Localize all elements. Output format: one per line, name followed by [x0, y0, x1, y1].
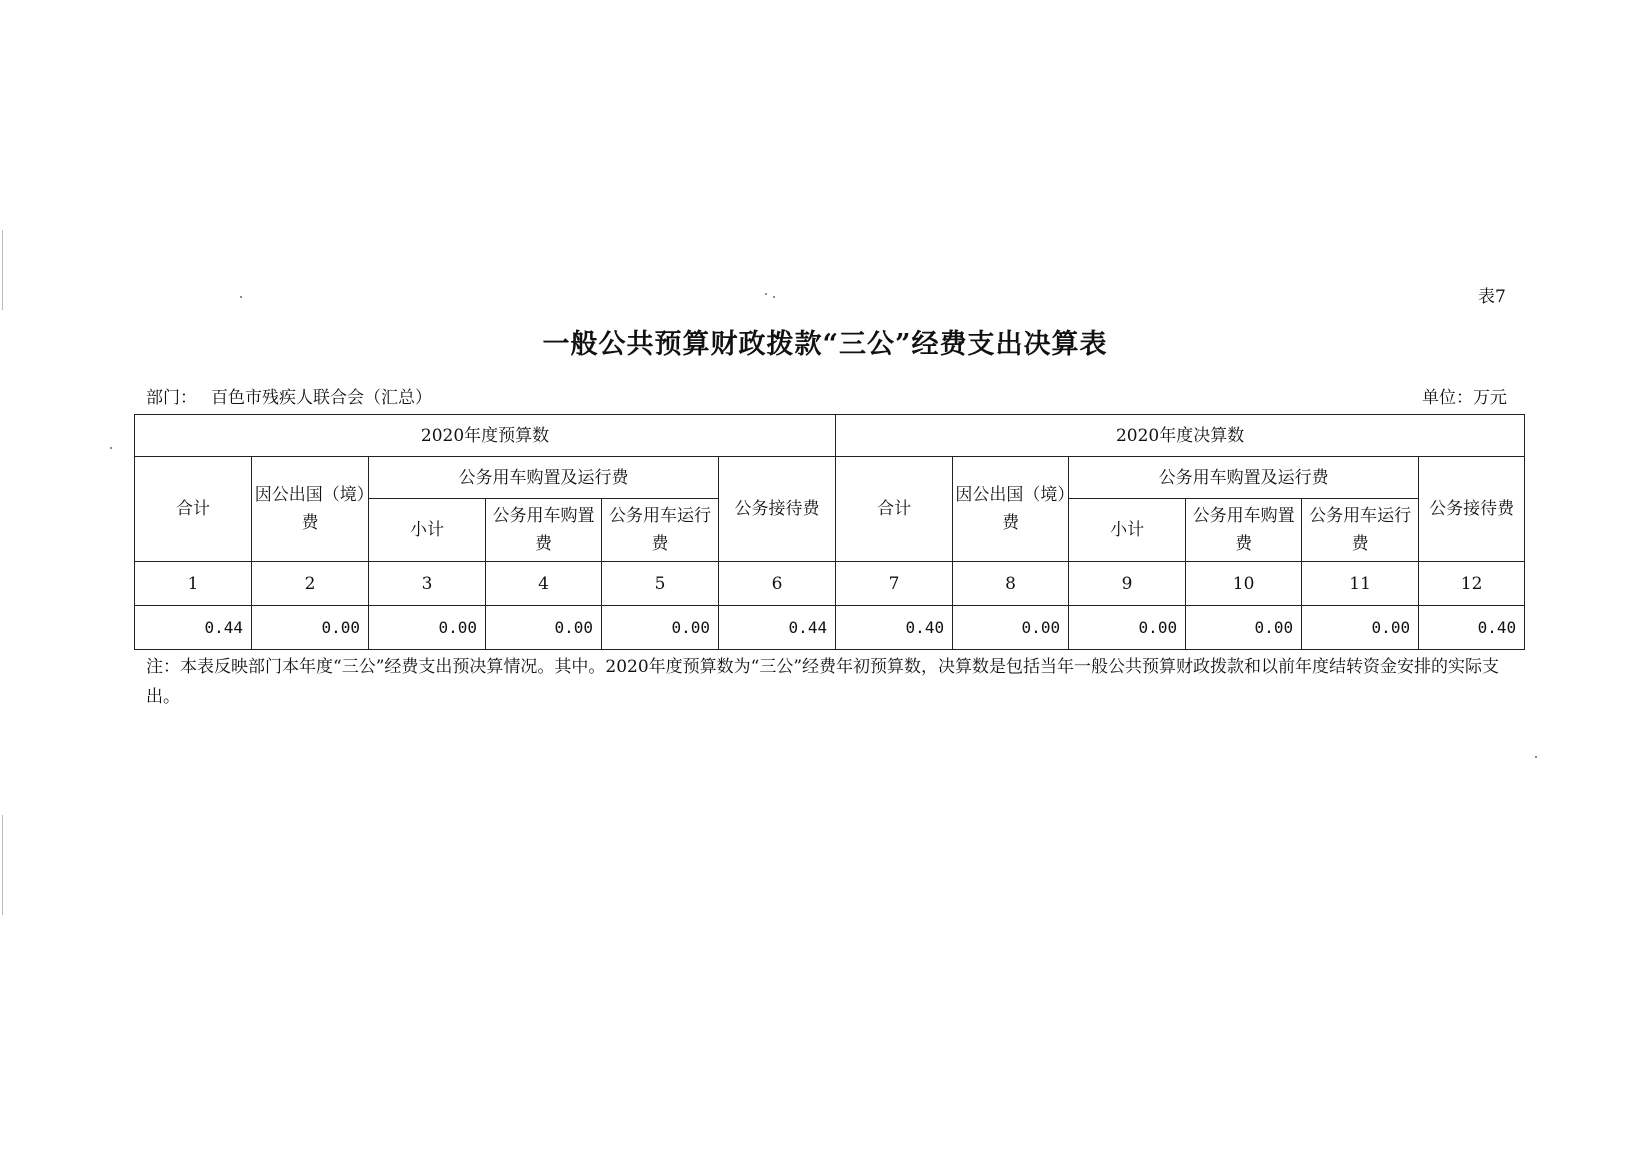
column-index: 3 [369, 562, 486, 606]
index-row [135, 562, 1525, 606]
final-group-header: 2020年度决算数 [836, 415, 1525, 457]
value-cell: 0.40 [1419, 606, 1525, 650]
column-index: 7 [836, 562, 953, 606]
column-index: 10 [1186, 562, 1302, 606]
header-budget-vehicle-purchase: 公务用车购置费 [486, 499, 602, 562]
header-final-total: 合计 [836, 457, 953, 562]
header-final-vehicle: 公务用车购置及运行费 [1069, 457, 1419, 499]
department-label: 部门： [146, 388, 197, 408]
table-note: 注：本表反映部门本年度“三公”经费支出预决算情况。其中。2020年度预算数为“三公”经费年初预算数，决算数是包括当年一般公共预算财政拨款和以前年度结转资金安排的实际支出。 [146, 657, 1500, 707]
value-cell: 0.00 [486, 606, 602, 650]
value-cell: 0.40 [836, 606, 953, 650]
value-cell: 0.00 [369, 606, 486, 650]
value-cell: 0.00 [602, 606, 719, 650]
document-title: 一般公共预算财政拨款“三公”经费支出决算表 [542, 329, 1108, 360]
budget-group-header: 2020年度预算数 [135, 415, 836, 457]
header-budget-subtotal: 小计 [369, 499, 486, 562]
scan-speck [773, 296, 775, 298]
header-final-reception: 公务接待费 [1419, 457, 1525, 562]
values-row [135, 606, 1525, 650]
value-cell: 0.44 [719, 606, 836, 650]
column-index: 1 [135, 562, 252, 606]
header-final-vehicle-operation: 公务用车运行费 [1302, 499, 1419, 562]
column-index: 6 [719, 562, 836, 606]
scan-speck [765, 293, 767, 295]
header-budget-vehicle: 公务用车购置及运行费 [369, 457, 719, 499]
value-cell: 0.44 [135, 606, 252, 650]
header-final-subtotal: 小计 [1069, 499, 1186, 562]
column-index: 12 [1419, 562, 1525, 606]
header-final-vehicle-purchase: 公务用车购置费 [1186, 499, 1302, 562]
value-cell: 0.00 [1069, 606, 1186, 650]
value-cell: 0.00 [1302, 606, 1419, 650]
header-budget-total: 合计 [135, 457, 252, 562]
unit-label: 单位：万元 [1422, 388, 1507, 408]
value-cell: 0.00 [252, 606, 369, 650]
column-index: 9 [1069, 562, 1186, 606]
expense-table [134, 414, 1525, 650]
table-number: 表7 [1478, 287, 1506, 307]
column-index: 2 [252, 562, 369, 606]
scan-edge-mark [2, 815, 3, 915]
department-line [146, 383, 432, 408]
scan-speck [1535, 756, 1537, 758]
value-cell: 0.00 [1186, 606, 1302, 650]
column-index: 8 [953, 562, 1069, 606]
column-index: 5 [602, 562, 719, 606]
header-final-abroad: 因公出国（境）费 [953, 457, 1069, 562]
header-budget-reception: 公务接待费 [719, 457, 836, 562]
column-index: 11 [1302, 562, 1419, 606]
header-budget-vehicle-operation: 公务用车运行费 [602, 499, 719, 562]
department-name: 百色市残疾人联合会（汇总） [211, 388, 432, 408]
value-cell: 0.00 [953, 606, 1069, 650]
column-index: 4 [486, 562, 602, 606]
scan-speck [110, 447, 112, 449]
scan-speck [240, 296, 242, 298]
scan-edge-mark [2, 230, 3, 310]
header-budget-abroad: 因公出国（境）费 [252, 457, 369, 562]
